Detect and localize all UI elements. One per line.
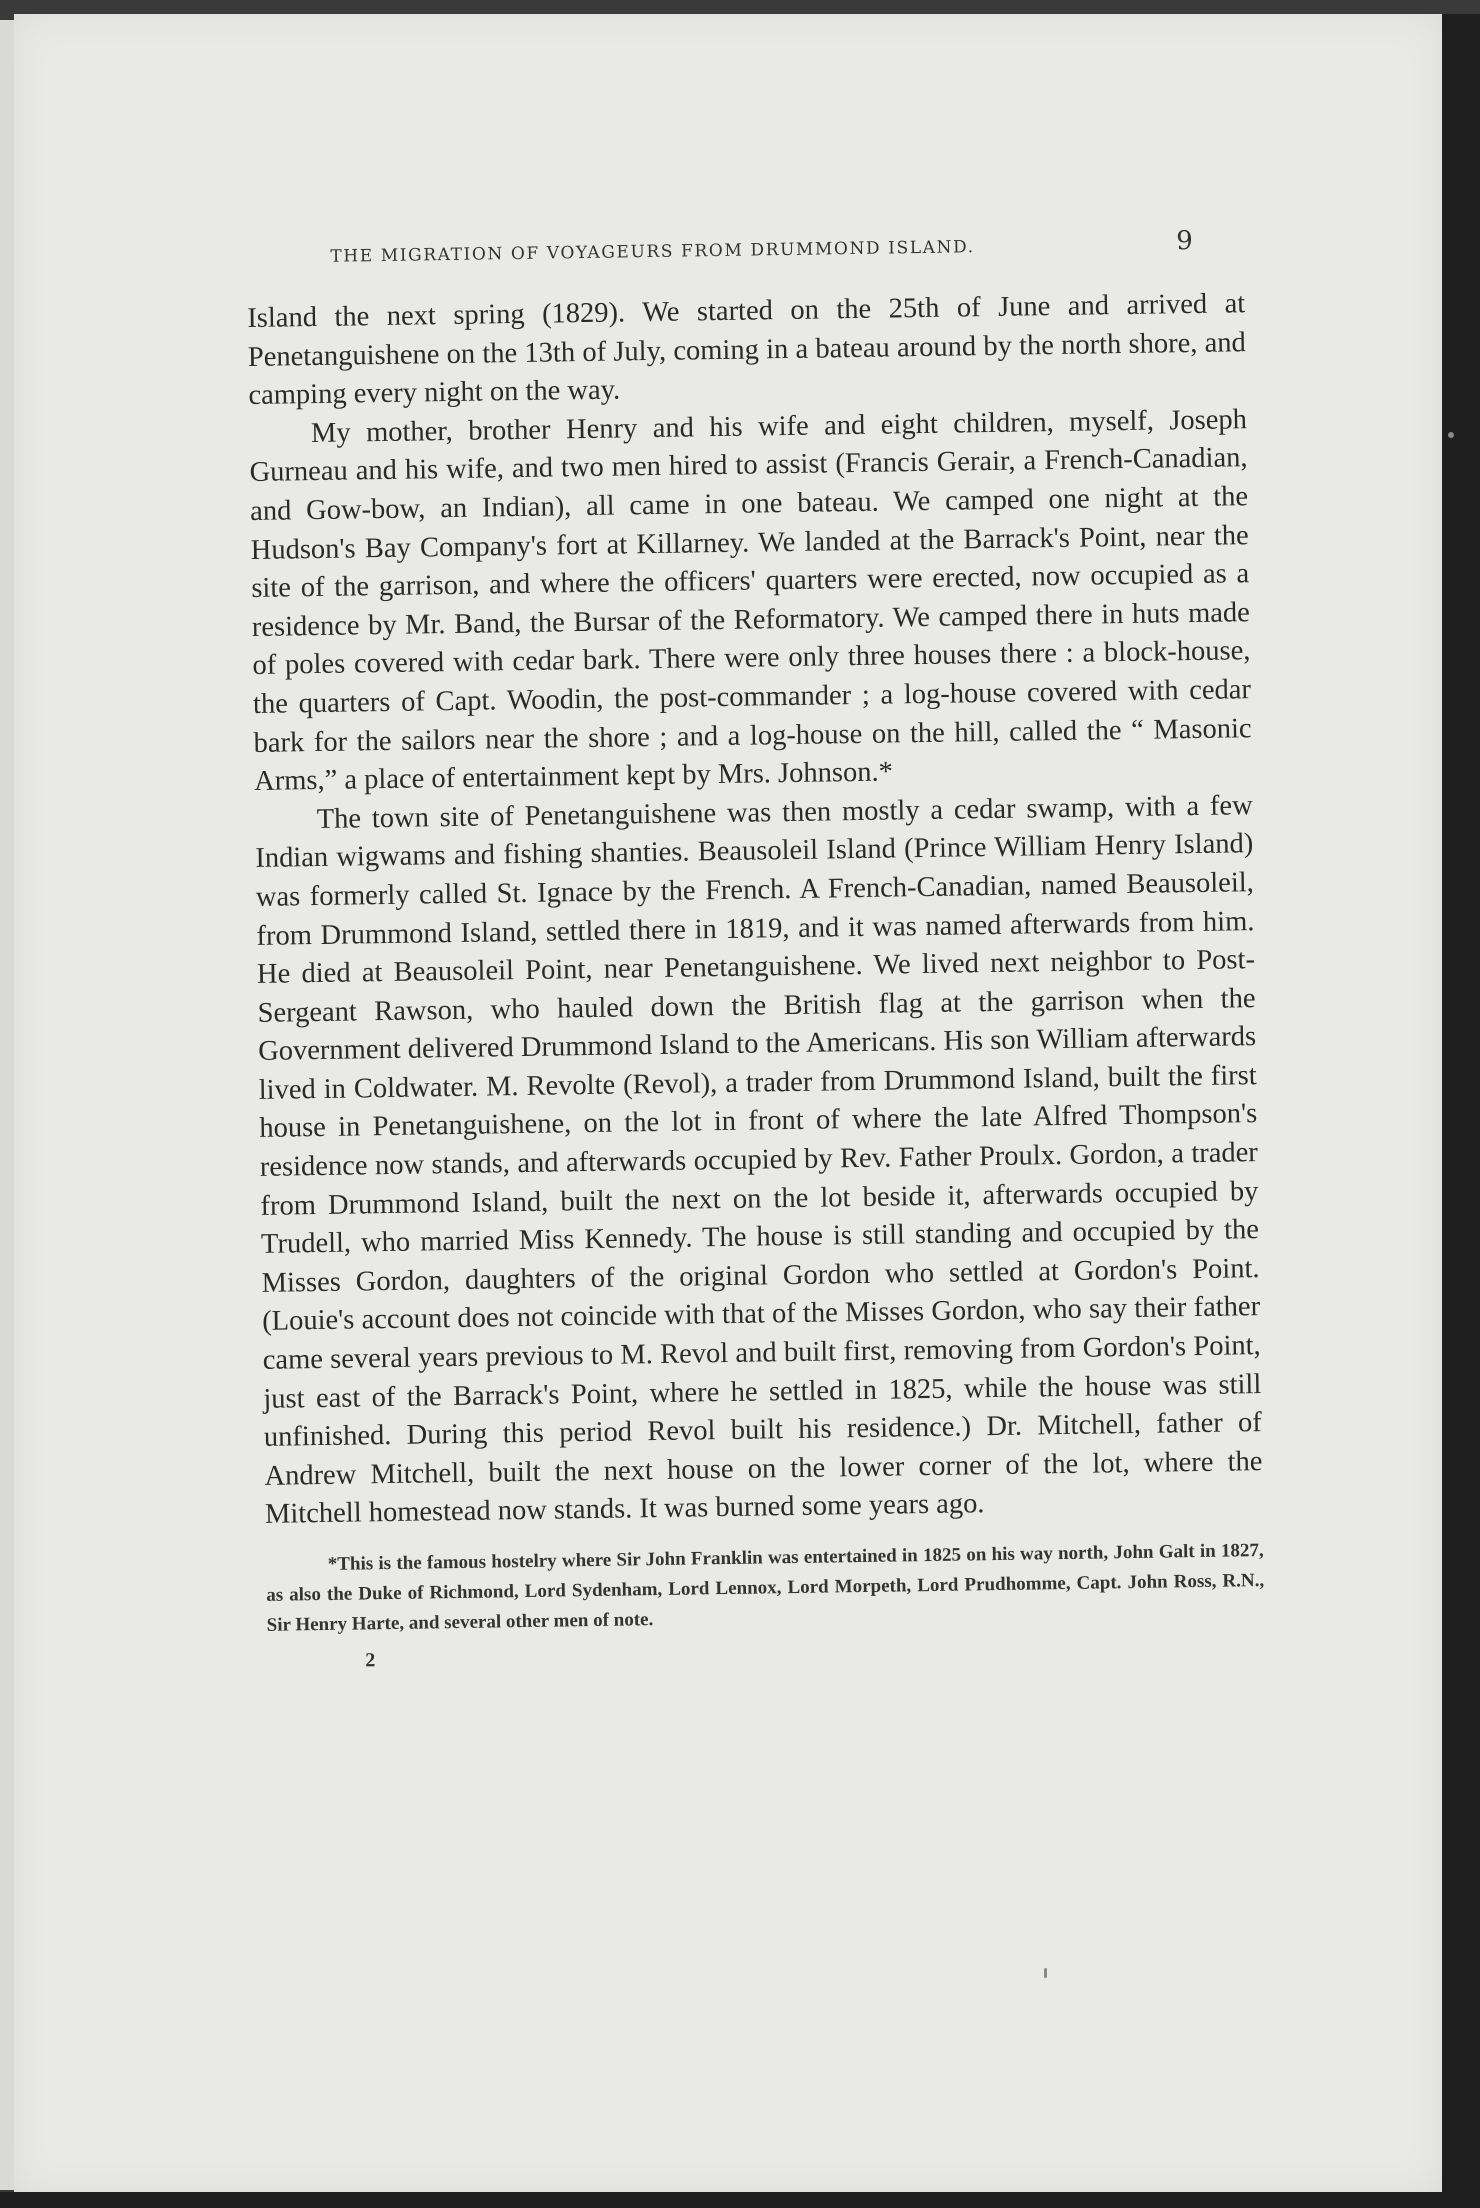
running-title: THE MIGRATION OF VOYAGEURS FROM DRUMMOND ISLAND. [330,237,975,267]
scan-speck [1044,1968,1047,1978]
scan-speck [1448,432,1454,438]
paragraph: My mother, brother Henry and his wife and eight children, myself, Joseph Gurneau and his wife, and two men hired to assist (Francis Gerair, a French-Canadian, and Gow-bow, an Indian), all came in one bateau. We camped one night at the Hudson's Bay Company's fort at Killarney. We landed at the Barrack's Point, near the site of the garrison, and where the officers' quarters were erected, now occupied as a residence by Mr. Band, the Bursar of the Reformatory. We camped there in huts made of poles covered with cedar bark. There were only three houses there : a block-house, the quarters of Capt. Woodin, the post-commander ; a log-house covered with cedar bark for the sailors near the shore ; and a log-house on the hill, called the “ Masonic Arms,” a place of entertainment kept by Mrs. Johnson.* [249,403,1252,798]
paragraph-continuation: Island the next spring (1829). We started on the 25th of June and arrived at Penetanguishene on the 13th of July, coming in a bateau around by the north shore, and camping every night on the way. [247,288,1247,412]
signature-mark: 2 [365,1649,376,1672]
page-right-shadow [1442,14,1480,2208]
page-number: 9 [1176,225,1194,257]
paragraph: The town site of Penetanguishene was then mostly a cedar swamp, with a few Indian wigwams and fishing shanties. Beausoleil Island (Prince William Henry Island) was formerly called St. Ignace by the French. A French-Canadian, named Beausoleil, from Drummond Island, settled there in 1819, and it was named afterwards from him. He died at Beausoleil Point, near Penetanguishene. We lived next neighbor to Post-Sergeant Rawson, who hauled down the British flag at the garrison when the Government delivered Drummond Island to the Americans. His son William afterwards lived in Coldwater. M. Revolte (Revol), a trader from Drummond Island, built the first house in Penetanguishene, on the lot in front of where the late Alfred Thompson's residence now stands, and afterwards occupied by Rev. Father Proulx. Gordon, a trader from Drummond Island, built the next on the lot beside it, afterwards occupied by Trudell, who married Miss Kennedy. The house is still standing and occupied by the Misses Gordon, daughters of the original Gordon who settled at Gordon's Point. (Louie's account does not coincide with that of the Misses Gordon, who say their father came several years previous to M. Revol and built first, removing from Gordon's Point, just east of the Barrack's Point, where he settled in 1825, while the house was still unfinished. During this period Revol built his residence.) Dr. Mitchell, father of Andrew Mitchell, built the next house on the lower corner of the lot, where the Mitchell homestead now stands. It was burned some years ago. [255,789,1263,1531]
body-text [247,285,1263,1535]
footnote: *This is the famous hostelry where Sir John Franklin was entertained in 1825 on his way north, John Galt in 1827, as also the Duke of Richmond, Lord Sydenham, Lord Lennox, Lord Morpeth, Lord Prudhomme, Capt. John Ross, R.N., Sir Henry Harte, and several other men of note. [266,1540,1265,1636]
page-bottom-shadow [0,2192,1480,2208]
facing-page-edge [0,20,14,2190]
page-content [246,215,1269,1950]
